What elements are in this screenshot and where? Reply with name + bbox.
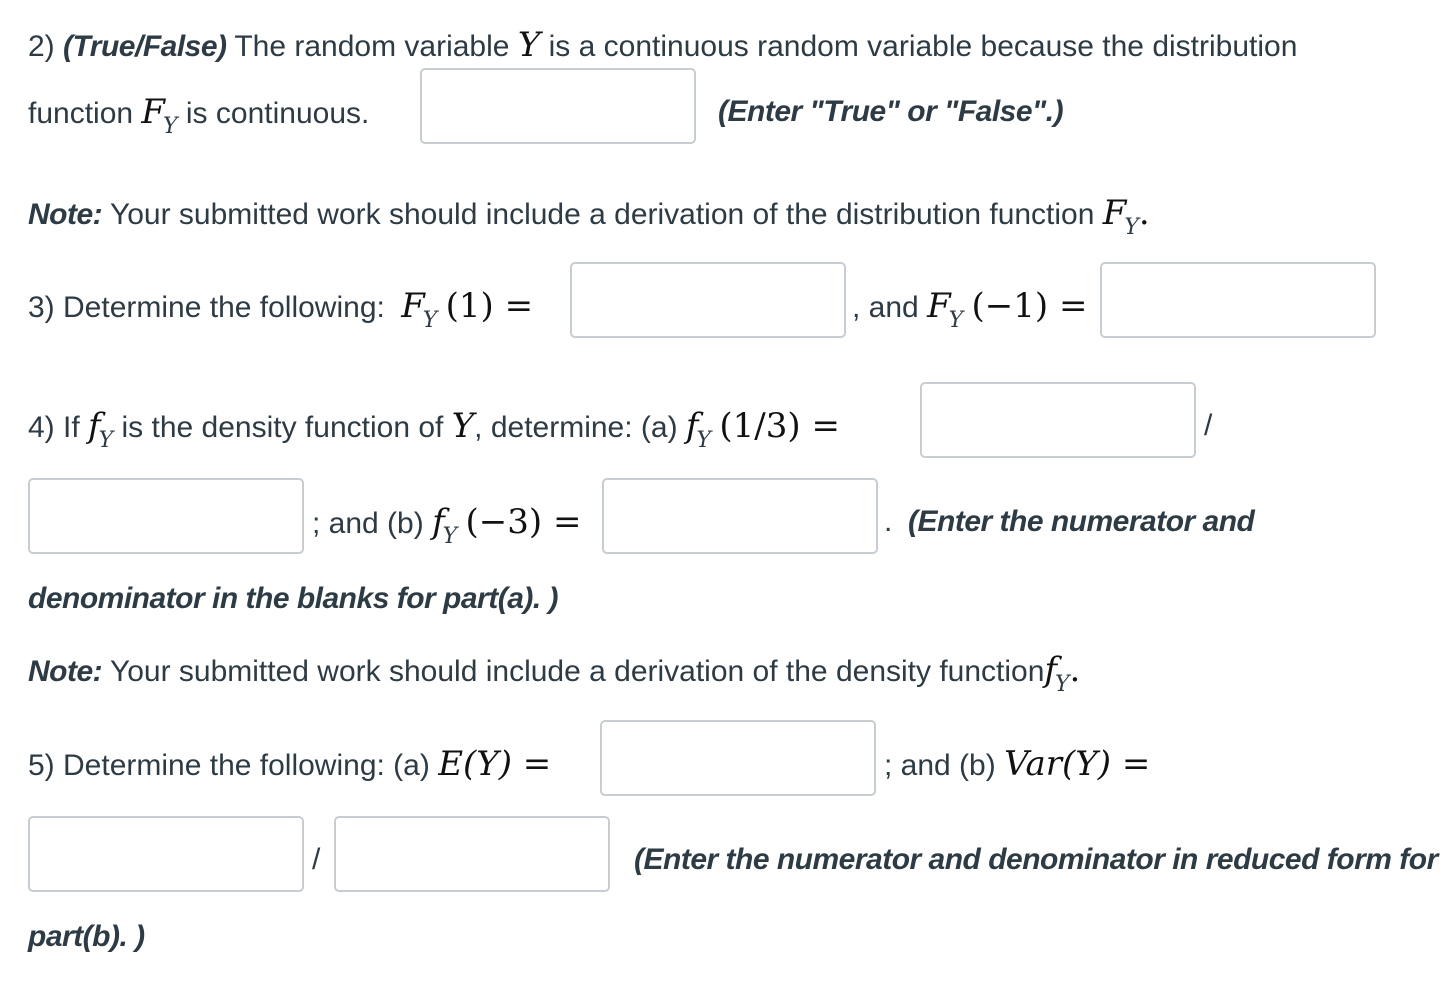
q2-answer-input[interactable]	[420, 68, 696, 144]
q3-arg2: (−1) =	[971, 286, 1088, 326]
q2-text-c: function	[28, 97, 134, 130]
q3-arg1: (1) =	[445, 286, 534, 326]
q2-text-a: The random variable	[234, 30, 510, 63]
q4-line2	[312, 504, 582, 555]
q3-and: , and	[852, 291, 919, 324]
q5-math-var: Var(Y) =	[1004, 744, 1151, 784]
q4-line1	[28, 408, 840, 459]
q5-var-numerator-input[interactable]	[28, 816, 304, 892]
q3-math-sub2: Y	[948, 308, 964, 333]
q4-arg1: (1/3) =	[719, 406, 840, 446]
q3-math-F1: F	[401, 286, 425, 326]
q5-expectation-input[interactable]	[600, 720, 876, 796]
q4-variable-y: Y	[451, 406, 475, 446]
q3-line	[28, 288, 533, 339]
q3-math-F2: F	[927, 286, 951, 326]
q5-line1-b	[884, 746, 1150, 784]
q5-hint-a: (Enter the numerator and denominator in reduced form for	[634, 843, 1438, 876]
q5-text-b: ; and (b)	[884, 749, 996, 782]
q2-variable-y: Y	[517, 25, 541, 65]
q2-hint: (Enter "True" or "False".)	[718, 95, 1064, 128]
q5-line1	[28, 746, 551, 784]
q4-text-d: ; and (b)	[312, 507, 424, 540]
q3-math-sub1: Y	[422, 308, 438, 333]
note2-text: Your submitted work should include a derivation of the density function	[109, 655, 1045, 688]
note1-math-sub: Y	[1124, 215, 1139, 240]
q4-math-f3: f	[432, 502, 445, 542]
q2-text-b: is a continuous random variable because the distribution	[548, 30, 1298, 63]
q4-b-input[interactable]	[602, 478, 878, 554]
q3-text: 3) Determine the following:	[28, 291, 385, 324]
q4-hint-a: (Enter the numerator and	[908, 505, 1255, 538]
q3-F-of-1-input[interactable]	[570, 262, 846, 338]
q4-math-sub3: Y	[442, 524, 458, 549]
note2-math-sub: Y	[1055, 672, 1070, 697]
note1-text: Your submitted work should include a derivation of the distribution function	[109, 198, 1095, 231]
note2-end: .	[1069, 650, 1081, 690]
note1-end: .	[1138, 193, 1150, 233]
q4-arg2: (−3) =	[465, 502, 582, 542]
q4-dot: .	[884, 505, 893, 538]
q4-math-sub1: Y	[98, 428, 114, 453]
q2-number: 2)	[28, 30, 55, 63]
q5-hint-b: part(b). )	[28, 920, 145, 953]
q4-math-sub2: Y	[696, 428, 712, 453]
note1-label: Note:	[28, 198, 103, 231]
q2-line1	[28, 27, 1297, 65]
q5-var-denominator-input[interactable]	[334, 816, 610, 892]
q4-text-a: 4) If	[28, 411, 80, 444]
q4-slash: /	[1204, 409, 1213, 442]
note2-label: Note:	[28, 655, 103, 688]
note1-line	[28, 195, 1150, 246]
q3-F-of-minus1-input[interactable]	[1100, 262, 1376, 338]
q4-a-denominator-input[interactable]	[28, 478, 304, 554]
q4-hint-b: denominator in the blanks for part(a). )	[28, 582, 559, 615]
q2-true-false-label: (True/False)	[63, 30, 227, 63]
q5-math-E: E(Y) =	[438, 744, 552, 784]
q4-math-f2: f	[685, 406, 699, 446]
q2-text-d: is continuous.	[185, 97, 370, 130]
q5-text-a: 5) Determine the following: (a)	[28, 749, 430, 782]
note2-line	[28, 652, 1080, 703]
q2-math-sub: Y	[163, 114, 178, 139]
q4-a-numerator-input[interactable]	[920, 382, 1196, 458]
q4-text-c: , determine: (a)	[474, 411, 678, 444]
note1-math-F: F	[1102, 193, 1127, 233]
q5-slash: /	[312, 843, 321, 876]
q4-math-f1: f	[88, 406, 101, 446]
q2-line2	[28, 94, 369, 145]
note2-math-f: f	[1044, 650, 1057, 690]
q2-math-F: F	[141, 92, 166, 132]
q3-line-b	[852, 288, 1088, 339]
q4-text-b: is the density function of	[121, 411, 444, 444]
